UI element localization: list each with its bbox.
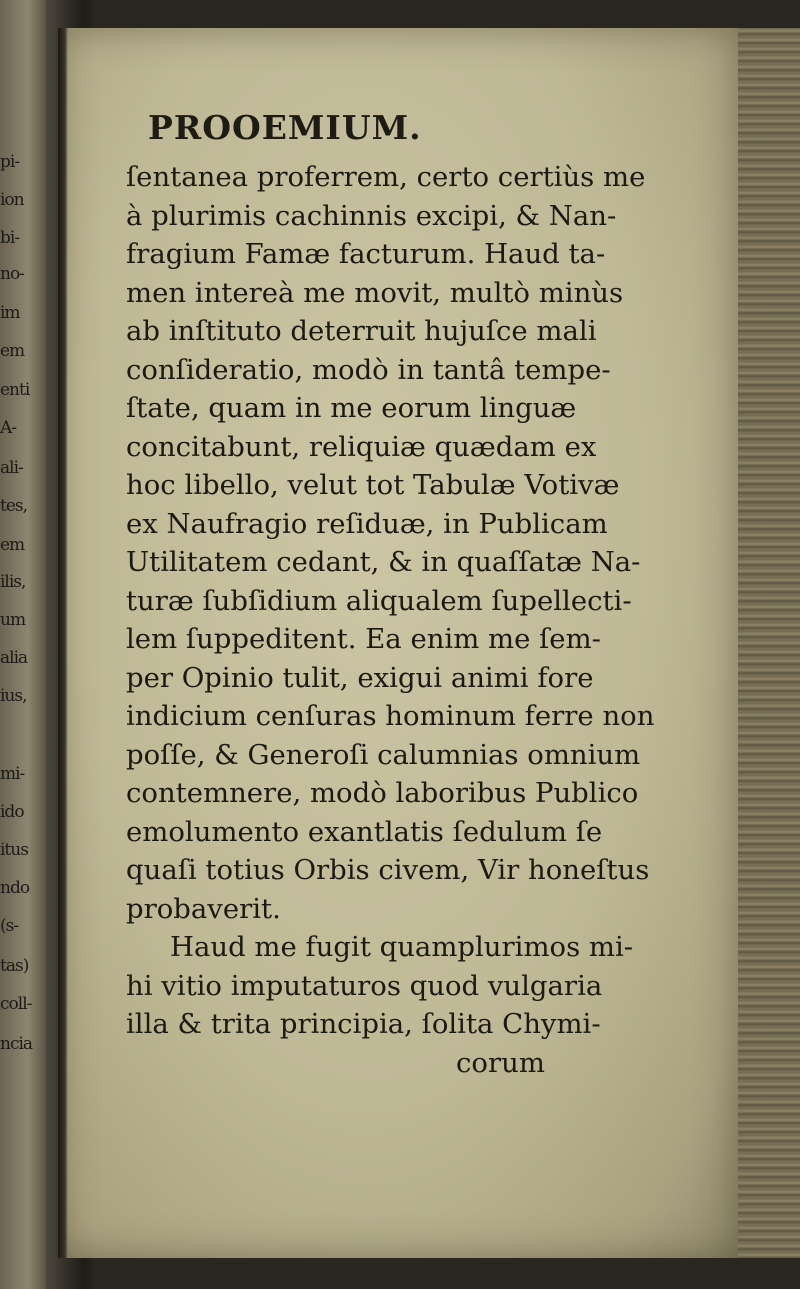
- left-fragment: A-: [0, 418, 17, 438]
- left-fragment: um: [0, 610, 26, 630]
- left-fragment: ius,: [0, 686, 27, 706]
- left-fragment: em: [0, 535, 25, 555]
- text-line: contemnere, modò laboribus Publico: [126, 777, 639, 809]
- left-fragment: ido: [0, 802, 24, 822]
- catchword: corum: [456, 1046, 545, 1079]
- text-line: Haud me fugit quamplurimos mi-: [170, 931, 634, 963]
- page-gutter: [58, 28, 68, 1258]
- text-line: concitabunt, reliquiæ quædam ex: [126, 430, 597, 463]
- left-fragment: ion: [0, 190, 24, 210]
- text-line: poſſe, & Generoſi calumnias omnium: [126, 738, 641, 771]
- running-head: PROOEMIUM.: [148, 108, 422, 147]
- text-line: illa & trita principia, ſolita Chymi-: [126, 1008, 601, 1040]
- text-line: indicium cenſuras hominum ferre non: [126, 700, 655, 732]
- left-fragment: tes,: [0, 496, 28, 516]
- left-fragment: ncia: [0, 1034, 33, 1054]
- text-line: ſtate, quam in me eorum linguæ: [126, 392, 577, 424]
- left-fragment: (s-: [0, 916, 19, 936]
- text-line: ab inſtituto deterruit hujuſce mali: [126, 315, 597, 347]
- left-fragment: bi-: [0, 228, 20, 248]
- left-fragment: em: [0, 341, 25, 361]
- left-fragment: ilis,: [0, 572, 26, 592]
- text-line: lem ſuppeditent. Ea enim me ſem-: [126, 623, 601, 655]
- left-fragment: no-: [0, 264, 24, 284]
- right-page: [58, 28, 738, 1258]
- text-line: emolumento exantlatis ſedulum ſe: [126, 815, 603, 848]
- text-line: à plurimis cachinnis excipi, & Nan-: [126, 199, 617, 232]
- text-line: fragium Famæ facturum. Haud ta-: [126, 238, 606, 270]
- left-fragment: enti: [0, 380, 30, 400]
- left-page-edge: [0, 0, 46, 1289]
- text-line: probaverit.: [126, 892, 281, 925]
- text-line: hoc libello, velut tot Tabulæ Votivæ: [126, 469, 620, 501]
- right-page-edges: [738, 28, 800, 1258]
- left-fragment: tas): [0, 956, 29, 976]
- left-fragment: alia: [0, 648, 28, 668]
- text-line: ſentanea proferrem, certo certiùs me: [126, 161, 646, 193]
- text-line: Utilitatem cedant, & in quaſſatæ Na-: [126, 546, 641, 578]
- page-body-text: [126, 158, 726, 1082]
- text-line: conſideratio, modò in tantâ tempe-: [126, 353, 611, 386]
- text-line: turæ ſubſidium aliqualem ſupellecti-: [126, 584, 632, 617]
- left-fragment: pi-: [0, 152, 20, 172]
- left-fragment: coll-: [0, 994, 32, 1014]
- left-fragment: im: [0, 303, 20, 323]
- left-fragment: ali-: [0, 458, 23, 478]
- text-line: per Opinio tulit, exigui animi fore: [126, 661, 594, 694]
- text-line: quaſi totius Orbis civem, Vir honeſtus: [126, 854, 650, 886]
- text-line: hi vitio imputaturos quod vulgaria: [126, 969, 603, 1002]
- text-line: ex Naufragio reſiduæ, in Publicam: [126, 507, 608, 540]
- left-fragment: itus: [0, 840, 28, 860]
- left-fragment: mi-: [0, 764, 25, 784]
- text-line: men intereà me movit, multò minùs: [126, 276, 624, 309]
- left-fragment: ndo: [0, 878, 30, 898]
